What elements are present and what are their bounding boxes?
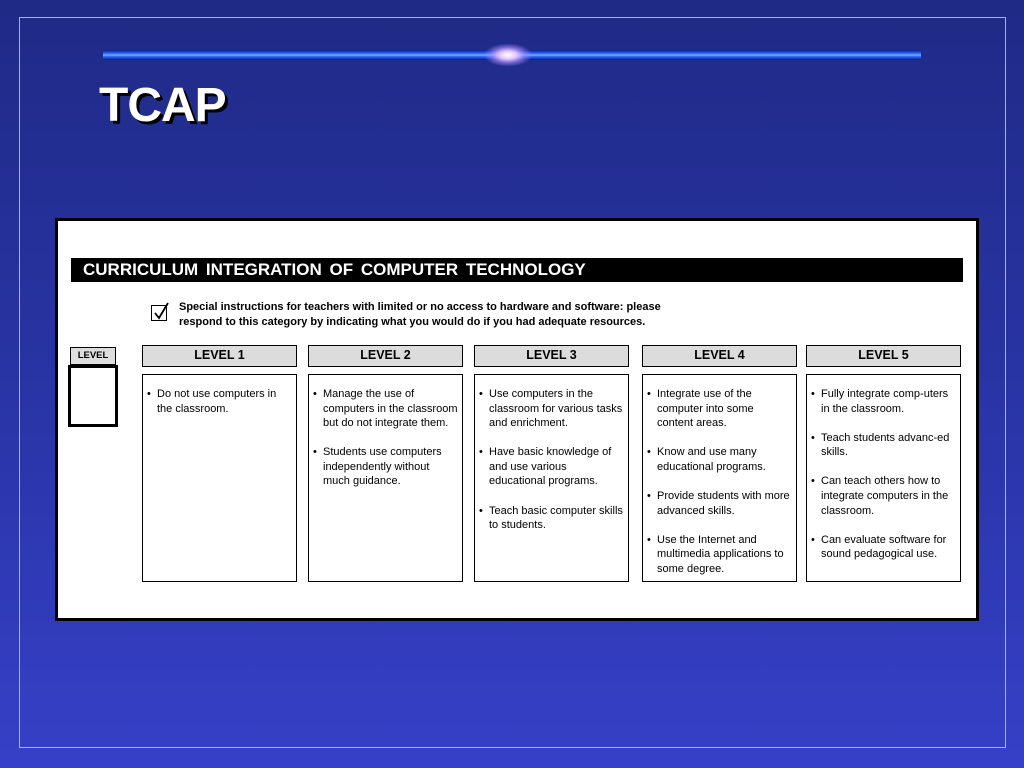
level-5-header: LEVEL 5 bbox=[806, 345, 961, 367]
checked-box-icon[interactable] bbox=[151, 305, 167, 321]
level-1-item: • Do not use computers in the classroom. bbox=[147, 387, 292, 416]
special-instructions-line-2: respond to this category by indicating what you would do if you had adequate resources. bbox=[179, 316, 646, 328]
level-5-item: • Can teach others how to integrate computers in the classroom. bbox=[811, 474, 956, 518]
level-5-item: • Teach students advanc-ed skills. bbox=[811, 431, 956, 460]
level-2-header: LEVEL 2 bbox=[308, 345, 463, 367]
level-4-description bbox=[642, 374, 797, 582]
level-1-description bbox=[142, 374, 297, 582]
level-entry-box[interactable] bbox=[68, 365, 118, 427]
slide-title: TCAP bbox=[99, 79, 226, 132]
level-4-item: • Know and use many educational programs. bbox=[647, 445, 792, 474]
level-entry-label: LEVEL bbox=[70, 347, 116, 365]
level-2-item: • Students use computers independently without much guidance. bbox=[313, 445, 458, 489]
level-4-item: • Integrate use of the computer into some content areas. bbox=[647, 387, 792, 431]
divider-glow bbox=[485, 44, 531, 66]
level-1-header: LEVEL 1 bbox=[142, 345, 297, 367]
level-2-item: • Manage the use of computers in the classroom but do not integrate them. bbox=[313, 387, 458, 431]
level-3-item: • Have basic knowledge of and use various educational programs. bbox=[479, 445, 624, 489]
level-4-item: • Provide students with more advanced skills. bbox=[647, 489, 792, 518]
special-instructions-line-1: Special instructions for teachers with limited or no access to hardware and software: please bbox=[179, 301, 661, 313]
level-4-item: • Use the Internet and multimedia applications to some degree. bbox=[647, 533, 792, 577]
level-5-item: • Can evaluate software for sound pedagogical use. bbox=[811, 533, 956, 562]
level-5-description bbox=[806, 374, 961, 582]
level-3-item: • Teach basic computer skills to students. bbox=[479, 504, 624, 533]
level-5-item: • Fully integrate comp-uters in the classroom. bbox=[811, 387, 956, 416]
level-3-header: LEVEL 3 bbox=[474, 345, 629, 367]
rubric-banner: CURRICULUM INTEGRATION OF COMPUTER TECHNOLOGY bbox=[71, 258, 963, 282]
level-4-header: LEVEL 4 bbox=[642, 345, 797, 367]
level-3-description bbox=[474, 374, 629, 582]
rubric-card bbox=[55, 218, 979, 621]
special-instructions bbox=[179, 300, 779, 330]
level-3-item: • Use computers in the classroom for various tasks and enrichment. bbox=[479, 387, 624, 431]
level-2-description bbox=[308, 374, 463, 582]
